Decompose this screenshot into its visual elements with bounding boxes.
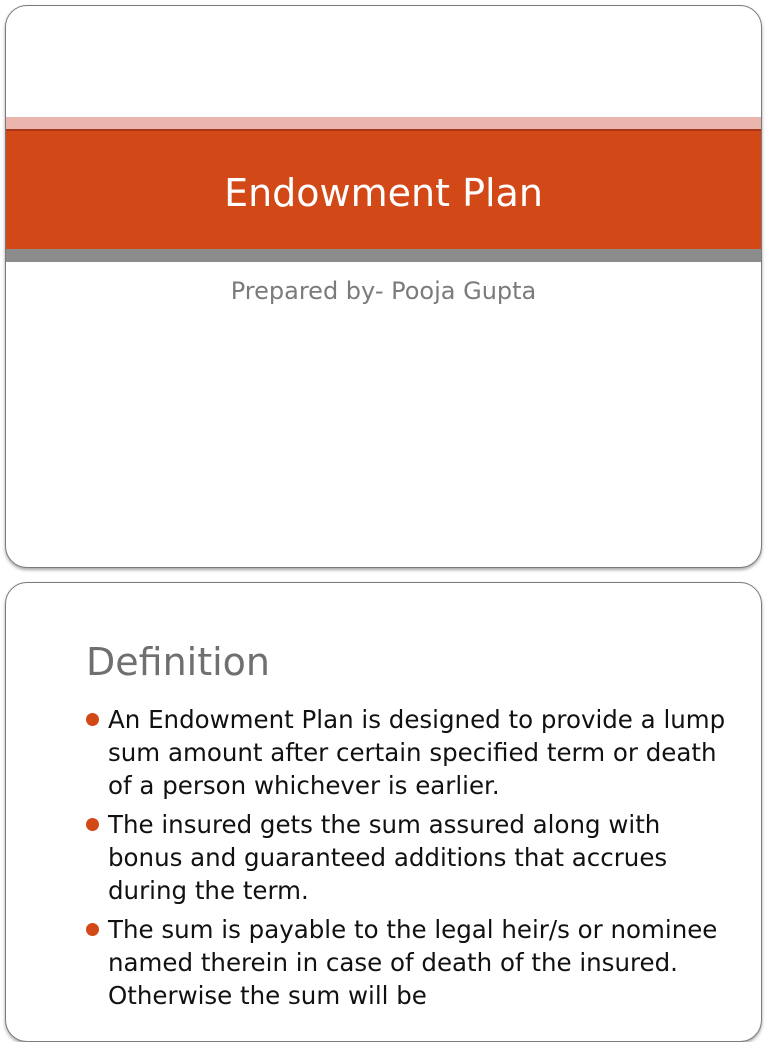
bullet-text: The insured gets the sum assured along with bonus and guaranteed additions that accrues during the term.	[108, 810, 668, 905]
bullet-item	[84, 703, 734, 802]
title-slide	[5, 5, 762, 568]
title-band	[6, 129, 761, 249]
bullet-text: An Endowment Plan is designed to provide a lump sum amount after certain specified term or death of a person whichever is earlier.	[108, 705, 726, 800]
slide-heading: Definition	[86, 640, 271, 684]
slide-title: Endowment Plan	[224, 171, 543, 215]
bullet-dot-icon	[86, 818, 99, 831]
title-accent-stripe-bottom	[6, 249, 761, 262]
bullet-dot-icon	[86, 923, 99, 936]
bullet-dot-icon	[86, 713, 99, 726]
title-accent-stripe-top	[6, 117, 761, 129]
bullet-list	[84, 703, 734, 1018]
slide-subtitle: Prepared by- Pooja Gupta	[230, 277, 537, 305]
bullet-item	[84, 808, 734, 907]
bullet-item	[84, 913, 734, 1012]
definition-slide	[5, 582, 762, 1042]
bullet-text: The sum is payable to the legal heir/s or nominee named therein in case of death of the insured. Otherwise the sum will be	[108, 915, 718, 1010]
